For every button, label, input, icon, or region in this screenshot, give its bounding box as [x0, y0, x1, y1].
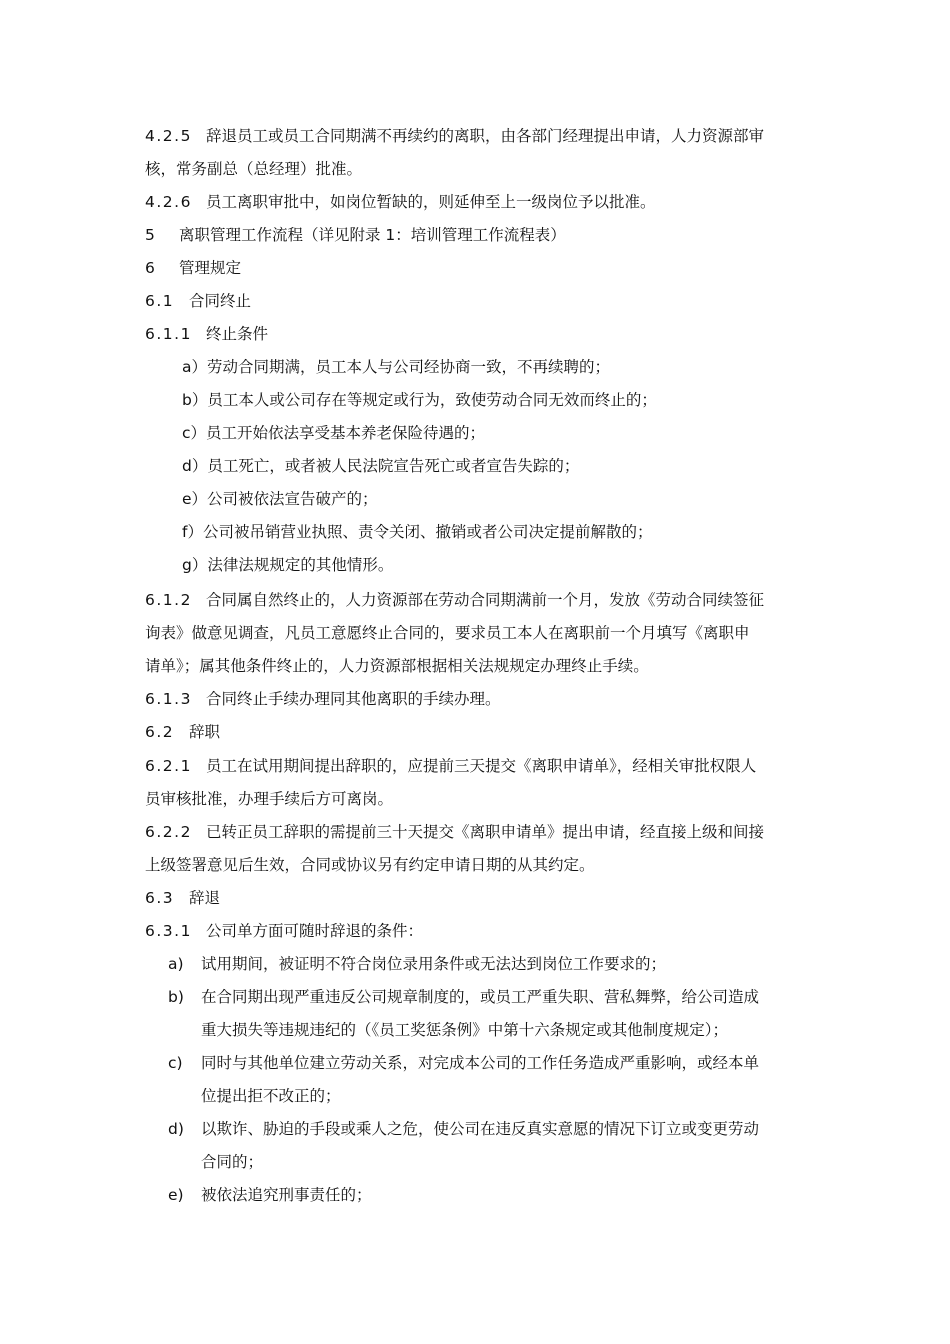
paragraph-6-1-2 — [145, 584, 810, 683]
list-item-text-line: 合同的； — [201, 1153, 264, 1171]
section-number: 4.2.5 — [145, 127, 192, 145]
section-number: 6.3 — [145, 889, 175, 907]
section-number: 6.2.2 — [145, 823, 192, 841]
list-item-label: b) — [168, 988, 184, 1006]
heading-section-6-1-1 — [145, 318, 810, 351]
paragraph-6-1-3 — [145, 683, 810, 716]
section-number: 5 — [145, 226, 157, 244]
heading-text: 离职管理工作流程（详见附录 1：培训管理工作流程表） — [179, 226, 566, 244]
heading-section-5 — [145, 219, 810, 252]
heading-section-6-1 — [145, 285, 810, 318]
list-item — [168, 1047, 808, 1105]
heading-text: 辞退 — [189, 889, 221, 907]
paragraph-4-2-6 — [145, 186, 810, 219]
list-item-text-line: 同时与其他单位建立劳动关系，对完成本公司的工作任务造成严重影响，或经本单 — [201, 1054, 760, 1072]
heading-text: 终止条件 — [205, 325, 268, 343]
paragraph-text: 公司单方面可随时辞退的条件： — [205, 922, 423, 940]
list-item: c）员工开始依法享受基本养老保险待遇的； — [182, 424, 486, 442]
list-item: e）公司被依法宣告破产的； — [182, 490, 378, 508]
heading-text: 合同终止 — [189, 292, 252, 310]
list-item-text-line: 位提出拒不改正的； — [201, 1087, 341, 1105]
paragraph-6-3-1 — [145, 915, 810, 948]
list-item-label: d) — [168, 1120, 184, 1138]
section-number: 6.1.1 — [145, 325, 192, 343]
list-item-text: 被依法追究刑事责任的； — [201, 1186, 372, 1204]
list-item-text-line: 以欺诈、胁迫的手段或乘人之危，使公司在违反真实意愿的情况下订立或变更劳动 — [201, 1120, 760, 1138]
list-item — [168, 981, 808, 1039]
list-item-text — [201, 981, 808, 1047]
list-item — [168, 948, 808, 981]
list-item-text: 试用期间，被证明不符合岗位录用条件或无法达到岗位工作要求的； — [201, 955, 667, 973]
list-item-text — [201, 1113, 808, 1179]
paragraph-6-2-1 — [145, 750, 810, 816]
list-item-text — [201, 1047, 808, 1113]
paragraph-text: 员工离职审批中，如岗位暂缺的，则延伸至上一级岗位予以批准。 — [205, 193, 656, 211]
list-item: d）员工死亡，或者被人民法院宣告死亡或者宣告失踪的； — [182, 457, 580, 475]
section-number: 6 — [145, 259, 157, 277]
paragraph-text-continued: 请单》；属其他条件终止的，人力资源部根据相关法规规定办理终止手续。 — [145, 657, 649, 675]
list-item — [168, 1179, 808, 1212]
heading-text: 辞职 — [189, 723, 221, 741]
paragraph-text: 员工在试用期间提出辞职的，应提前三天提交《离职申请单》，经相关审批权限人 — [205, 757, 757, 775]
heading-section-6 — [145, 252, 810, 285]
heading-text: 管理规定 — [179, 259, 242, 277]
list-item: a）劳动合同期满，员工本人与公司经协商一致，不再续聘的； — [182, 358, 611, 376]
heading-section-6-2 — [145, 716, 810, 749]
list-item-text-line: 重大损失等违规违纪的（《员工奖惩条例》中第十六条规定或其他制度规定）； — [201, 1021, 729, 1039]
paragraph-text-continued: 询表》做意见调查，凡员工意愿终止合同的，要求员工本人在离职前一个月填写《离职申 — [145, 624, 750, 642]
list-item — [168, 1113, 808, 1171]
paragraph-text: 辞退员工或员工合同期满不再续约的离职，由各部门经理提出申请，人力资源部审 — [205, 127, 764, 145]
section-number: 6.3.1 — [145, 922, 192, 940]
list-item: g）法律法规规定的其他情形。 — [182, 556, 394, 574]
paragraph-6-2-2 — [145, 816, 810, 882]
paragraph-text: 已转正员工辞职的需提前三十天提交《离职申请单》提出申请，经直接上级和间接 — [205, 823, 764, 841]
section-number: 6.1.2 — [145, 591, 192, 609]
list-item-label: e) — [168, 1186, 184, 1204]
paragraph-text: 合同属自然终止的，人力资源部在劳动合同期满前一个月，发放《劳动合同续签征 — [205, 591, 764, 609]
paragraph-text-continued: 员审核批准，办理手续后方可离岗。 — [145, 790, 394, 808]
paragraph-text: 合同终止手续办理同其他离职的手续办理。 — [205, 690, 501, 708]
list-item: b）员工本人或公司存在等规定或行为，致使劳动合同无效而终止的； — [182, 391, 657, 409]
paragraph-text-continued: 上级签署意见后生效，合同或协议另有约定申请日期的从其约定。 — [145, 856, 595, 874]
paragraph-text-continued: 核，常务副总（总经理）批准。 — [145, 160, 363, 178]
section-number: 6.1 — [145, 292, 175, 310]
list-item: f）公司被吊销营业执照、责令关闭、撤销或者公司决定提前解散的； — [182, 523, 653, 541]
paragraph-4-2-5 — [145, 120, 810, 186]
heading-section-6-3 — [145, 882, 810, 915]
section-number: 4.2.6 — [145, 193, 192, 211]
list-item-label: c) — [168, 1054, 183, 1072]
section-number: 6.2.1 — [145, 757, 192, 775]
list-item-text-line: 在合同期出现严重违反公司规章制度的，或员工严重失职、营私舞弊，给公司造成 — [201, 988, 760, 1006]
section-number: 6.2 — [145, 723, 175, 741]
list-item-label: a) — [168, 955, 184, 973]
section-number: 6.1.3 — [145, 690, 192, 708]
